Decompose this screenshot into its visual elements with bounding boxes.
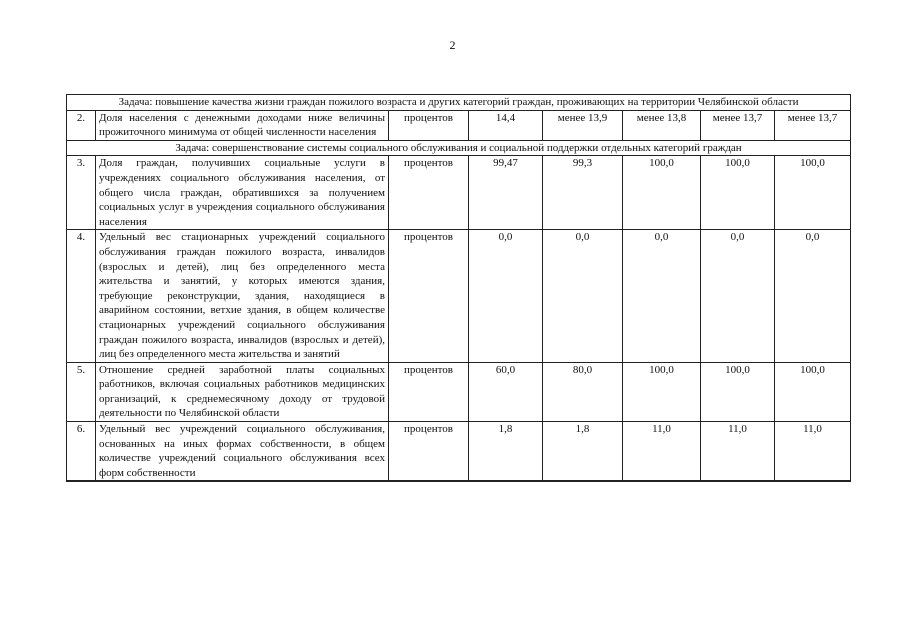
row-number: 3. xyxy=(67,156,96,230)
row-number: 2. xyxy=(67,110,96,140)
indicator-name xyxy=(96,481,389,482)
task-row xyxy=(67,95,851,111)
row-number: 4. xyxy=(67,230,96,362)
page-number: 2 xyxy=(449,38,456,52)
value-cell: 99,47 xyxy=(469,156,543,230)
value-cell: 0,0 xyxy=(543,230,623,362)
task-title: Задача: повышение качества жизни граждан пожилого возраста и других категорий граждан, проживающих на территории Челябинской области xyxy=(67,95,851,111)
value-cell xyxy=(701,481,775,482)
value-cell: 0,0 xyxy=(775,230,851,362)
value-cell xyxy=(469,481,543,482)
row-number xyxy=(67,481,96,482)
indicator-name: Доля граждан, получивших социальные услуги в учреждениях социального обслуживания населения, от общего числа граждан, обратившихся за получением социальных услуг в учреждения социального обслуживания населения xyxy=(96,156,389,230)
value-cell: 60,0 xyxy=(469,362,543,421)
unit-cell: процентов xyxy=(389,422,469,481)
value-cell xyxy=(543,481,623,482)
table-row xyxy=(67,481,851,482)
value-cell: 14,4 xyxy=(469,110,543,140)
table-row xyxy=(67,362,851,421)
table-row xyxy=(67,230,851,362)
row-number: 6. xyxy=(67,422,96,481)
table-row xyxy=(67,156,851,230)
value-cell xyxy=(775,481,851,482)
indicator-name: Доля населения с денежными доходами ниже величины прожиточного минимума от общей численности населения xyxy=(96,110,389,140)
value-cell: менее 13,7 xyxy=(701,110,775,140)
value-cell: менее 13,7 xyxy=(775,110,851,140)
value-cell: 99,3 xyxy=(543,156,623,230)
indicator-name: Удельный вес стационарных учреждений социального обслуживания граждан пожилого возраста, инвалидов (взрослых и детей), лиц без определенного места жительства и занятий, у которых имеются здания, требующие реконструкции, здания, находящиеся в аварийном состоянии, ветхие здания, в общем количестве стационарных учреждений социального обслуживания граждан пожилого возраста, инвалидов (взрослых и детей), лиц без определенного места жительства и занятий xyxy=(96,230,389,362)
row-number: 5. xyxy=(67,362,96,421)
unit-cell xyxy=(389,481,469,482)
value-cell: 11,0 xyxy=(775,422,851,481)
value-cell: 100,0 xyxy=(701,362,775,421)
value-cell: 0,0 xyxy=(701,230,775,362)
value-cell: 1,8 xyxy=(469,422,543,481)
value-cell: 11,0 xyxy=(701,422,775,481)
value-cell: 80,0 xyxy=(543,362,623,421)
task-title: Задача: совершенствование системы социального обслуживания и социальной поддержки отдельных категорий граждан xyxy=(67,140,851,156)
unit-cell: процентов xyxy=(389,110,469,140)
value-cell: 11,0 xyxy=(623,422,701,481)
task-row xyxy=(67,140,851,156)
indicators-table xyxy=(66,94,851,482)
value-cell: 0,0 xyxy=(469,230,543,362)
value-cell: 1,8 xyxy=(543,422,623,481)
value-cell: менее 13,8 xyxy=(623,110,701,140)
value-cell: 100,0 xyxy=(701,156,775,230)
value-cell: 100,0 xyxy=(623,362,701,421)
indicator-name: Отношение средней заработной платы социальных работников, включая социальных работников медицинских организаций, к среднемесячному доходу от трудовой деятельности по Челябинской области xyxy=(96,362,389,421)
value-cell: 100,0 xyxy=(775,362,851,421)
value-cell: менее 13,9 xyxy=(543,110,623,140)
table-row xyxy=(67,110,851,140)
value-cell xyxy=(623,481,701,482)
unit-cell: процентов xyxy=(389,362,469,421)
value-cell: 100,0 xyxy=(623,156,701,230)
value-cell: 0,0 xyxy=(623,230,701,362)
indicator-name: Удельный вес учреждений социального обслуживания, основанных на иных формах собственности, в общем количестве учреждений социального обслуживания всех форм собственности xyxy=(96,422,389,481)
table-row xyxy=(67,422,851,481)
unit-cell: процентов xyxy=(389,156,469,230)
unit-cell: процентов xyxy=(389,230,469,362)
value-cell: 100,0 xyxy=(775,156,851,230)
